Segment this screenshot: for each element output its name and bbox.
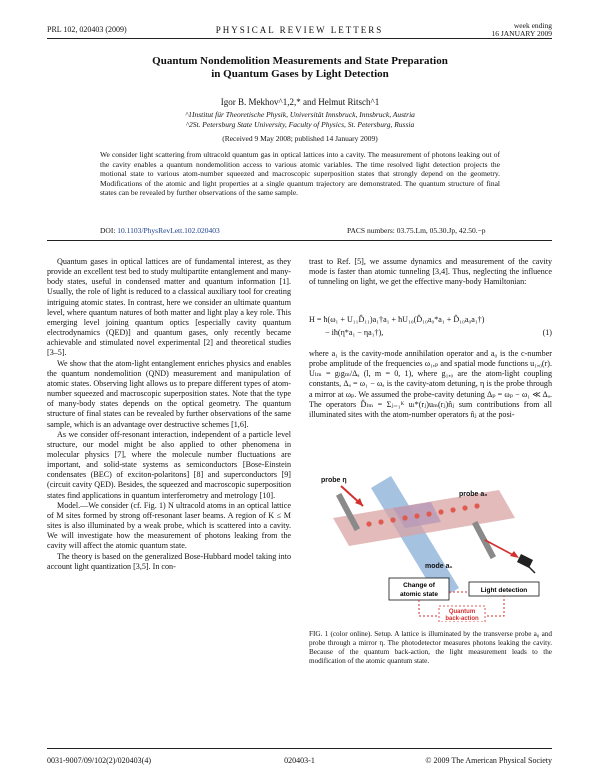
received-date: (Received 9 May 2008; published 14 January 2009): [222, 134, 378, 143]
page-number: 020403-1: [284, 756, 315, 765]
paragraph: We show that the atom-light entanglement enriches physics and enables the quantum nondemolition (QND) measurement and manipulation of atomic states. Observing light allows us to prepare different types of atom-number squeezed and macroscopic superposition states. Note that the type of many-body states depends on the optical geometry. The quantum structure of final states can be revealed by further observations of the same sample, which is an advantage over destructive schemes [1,6].: [47, 358, 291, 429]
affiliation-1: ^1Institut für Theoretische Physik, Universität Innsbruck, Innsbruck, Austria: [185, 110, 415, 119]
paper-title: Quantum Nondemolition Measurements and State Preparation in Quantum Gases by Light Detection: [152, 55, 448, 80]
svg-text:Quantum: Quantum: [448, 609, 476, 615]
header-journal: PHYSICAL REVIEW LETTERS: [215, 25, 384, 35]
abstract-rule: [47, 240, 552, 241]
copyright: © 2009 The American Physical Society: [425, 756, 552, 765]
equation-line: − iħ(η*a₁ − ηa₁†),: [325, 328, 384, 337]
svg-text:Change of: Change of: [403, 582, 435, 589]
equation-line: H = ħ(ω₁ + U₁₁D̂₁₁)a₁†a₁ + ħU₁₀(D̂₁₀a₀*a₁ + D̂₁₀a₀a₁†): [309, 315, 485, 324]
svg-text:back-action: back-action: [445, 616, 479, 622]
arrow-head: [510, 551, 519, 558]
pacs-numbers: PACS numbers: 03.75.Lm, 05.30.Jp, 42.50.−p: [347, 226, 486, 235]
svg-text:Light detection: Light detection: [480, 587, 528, 594]
running-header: [47, 22, 552, 36]
equation-number: (1): [542, 328, 552, 337]
label-mode-a1: mode a₁: [425, 563, 453, 570]
figure-caption: FIG. 1 (color online). Setup. A lattice is illuminated by the transverse probe a₀ and probe through a mirror η. The photodetector measures photons leaking the cavity. Because of the quantum back-action, the light measurement leads to the modification of the atomic quantum state.: [309, 630, 552, 665]
setup-figure: [309, 470, 552, 622]
label-probe-a0: probe a₀: [459, 491, 488, 498]
footer-code: 0031-9007/09/102(2)/020403(4): [47, 756, 151, 765]
doi-link[interactable]: 10.1103/PhysRevLett.102.020403: [117, 226, 220, 235]
authors: Igor B. Mekhov^1,2,* and Helmut Ritsch^1: [220, 97, 380, 107]
svg-text:atomic state: atomic state: [400, 591, 438, 598]
paragraph: As we consider off-resonant interaction, independent of a particle level structure, our model might be also applied to other phenomena in molecular physics [7], where the molecule number fluctuations are important, and solid-state systems as semiconductors [Bose-Einstein condensates (BEC) of exciton-polaritons] [8] and superconductors [9] (circuit cavity QED). Besides, the squeezed and macroscopic superposition states find applications in quantum interferometry and metrology [10].: [47, 429, 291, 500]
header-rule: [47, 38, 552, 39]
detector-cable: [529, 567, 535, 573]
header-citation: PRL 102, 020403 (2009): [47, 25, 127, 34]
equation-1: [309, 315, 552, 337]
paragraph: The theory is based on the generalized Bose-Hubbard model taking into account light quantization [3,5]. In con-: [47, 551, 291, 571]
doi: DOI: 10.1103/PhysRevLett.102.020403: [100, 226, 220, 235]
right-column-intro: trast to Ref. [5], we assume dynamics and measurement of the cavity mode is faster than atomic tunneling [3,4]. Thus, neglecting the influence of tunneling on light, we get the effective many-body Hamiltonian:: [309, 257, 552, 287]
paragraph: Model.—We consider (cf. Fig. 1) N ultracold atoms in an optical lattice of M sites formed by strong off-resonant laser beams. A region of K ≤ M sites is also illuminated by a weak probe, which is scattered into a cavity. We will investigate how the measurement of photons leaking from the cavity will affect the atomic quantum state.: [47, 500, 291, 551]
paragraph: Quantum gases in optical lattices are of fundamental interest, as they provide an excellent test bed to study multipartite entanglement and many-body states, useful in condensed matter and quantum information [1]. Usually, the role of light is reduced to a classical auxiliary tool for creating intriguing atomic states. In contrast, here we consider an ultimate quantum level, where quantum natures of both matter and light play a key role. This emerging level joining quantum optics [especially cavity quantum electrodynamics (QED)] and quantum gases, only recently became achievable and stimulated novel experimental [2] and theoretical studies [3–5].: [47, 257, 291, 358]
affiliation-2: ^2St. Petersburg State University, Faculty of Physics, St. Petersburg, Russia: [185, 120, 415, 129]
cavity-mirror-right: [472, 521, 496, 559]
label-probe-eta: probe η: [321, 477, 347, 484]
header-issue-date: week ending 16 JANUARY 2009: [491, 21, 552, 38]
right-column-text: where a₁ is the cavity-mode annihilation operator and a₀ is the c-number probe amplitude of the frequencies ω₁,ₚ and spatial mode functions u₁,₀(r). Uₗₘ = gₗgₘ/Δₐ (l, m = 0, 1), where g₁,₀ are the atom-light coupling constants, Δₐ = ω₁ − ωₐ is the cavity-atom detuning, η is the probe through a mirror at ωₚ. We assumed the probe-cavity detuning Δₚ = ωₚ − ω₁ ≪ Δₐ. The operators D̂ₗₘ = Σⱼ₌₁ᴷ uₗ*(rⱼ)uₘ(rⱼ)n̂ⱼ sum contributions from all illuminated sites with the atom-number operators n̂ⱼ at the posi-: [309, 349, 552, 419]
footer-rule: [47, 748, 552, 749]
left-column: [47, 257, 291, 572]
detector-icon: [517, 554, 533, 568]
abstract: We consider light scattering from ultracold quantum gas in optical lattices into a cavity. The measurement of photons leaking out of the cavity enables a quantum nondemolition access to various atomic variables. The time resolved light detection projects the motional state to various atom-number squeezed and macroscopic superposition states that strongly depend on the geometry. Modifications of the atomic and light properties at a single quantum trajectory are demonstrated. The quantum structure of final states can be revealed by further observations of the same sample.: [100, 150, 500, 198]
